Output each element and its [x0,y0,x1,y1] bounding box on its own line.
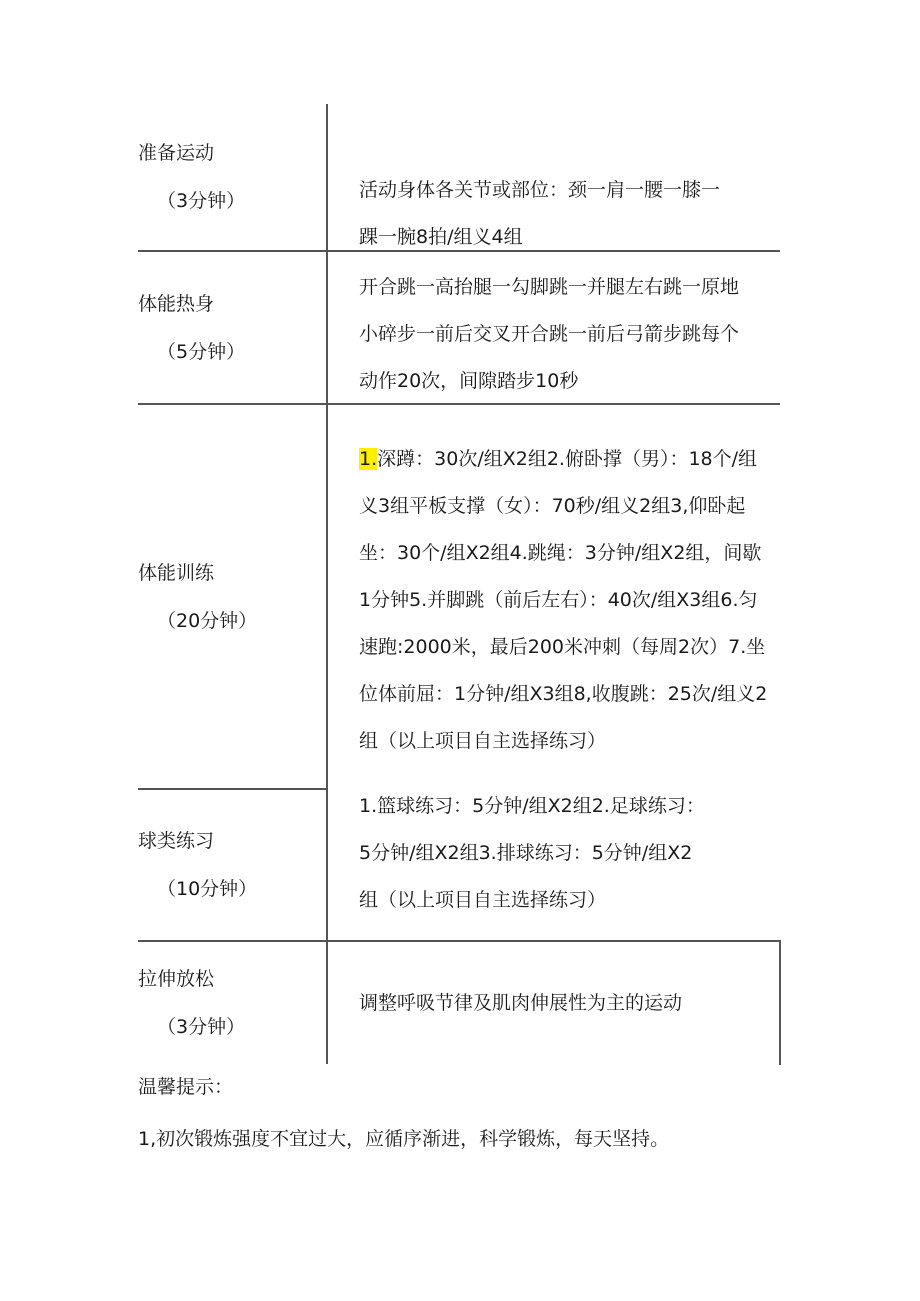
row-1-content [359,167,779,261]
row-5-duration: （3分钟） [157,1016,246,1038]
row-2-content-line: 开合跳一高抬腿一勾脚跳一并腿左右跳一原地 [359,276,740,298]
row-3-content-line: 位体前屈：1分钟/组X3组8,收腹跳：25次/组义2 [359,683,768,705]
row-1-content-line: 踝一腕8拍/组义4组 [359,226,523,248]
row-3-content-line: 组（以上项目自主选择练习） [359,730,607,752]
row-3-duration: （20分钟） [157,610,258,632]
row-3-name: 体能训练 [138,562,215,584]
row-2-duration: （5分钟） [157,341,246,363]
row-5-content [359,980,779,1027]
row-5-name: 拉伸放松 [138,968,215,990]
row-3-content-line: 义3组平板支撑（女）：70秒/组义2组3,仰卧起 [359,495,746,517]
row-4-content [359,783,779,924]
row-3-content-line: 1分钟5.并脚跳（前后左右）：40次/组X3组6.匀 [359,589,758,611]
row-3-content [359,436,779,765]
row-3-content-line: 坐：30个/组X2组4.跳绳：3分钟/组X2组，间歇 [359,542,762,564]
row-2-content-line: 动作20次，间隙踏步10秒 [359,370,579,392]
column-divider [326,104,328,1064]
tips-item: 1,初次锻炼强度不宜过大，应循序渐进，科学锻炼，每天坚持。 [138,1128,670,1150]
row-1-name: 准备运动 [138,142,215,164]
right-border [779,940,781,1065]
row-5-content-line: 调整呼吸节律及肌肉伸展性为主的运动 [359,992,683,1014]
row-3-first-line-text: 深蹲：30次/组X2组2.俯卧撑（男）：18个/组 [377,448,758,470]
row-1-content-line: 活动身体各关节或部位：颈一肩一腰一膝一 [359,179,721,201]
tips-title: 温馨提示： [138,1076,234,1098]
row-4-content-line: 1.篮球练习：5分钟/组X2组2.足球练习： [359,795,705,817]
row-3-content-line: 速跑:2000米，最后200米冲刺（每周2次）7.坐 [359,636,766,658]
row-2-content-line: 小碎步一前后交叉开合跳一前后弓箭步跳每个 [359,323,740,345]
highlight-mark: 1. [359,448,378,470]
row-4-duration: （10分钟） [157,878,258,900]
row-4-name: 球类练习 [138,830,215,852]
row-3-content-line [359,436,779,483]
row-divider-3-left [138,788,327,790]
row-2-name: 体能热身 [138,293,215,315]
row-2-content [359,264,779,405]
row-4-content-line: 组（以上项目自主选择练习） [359,889,607,911]
row-divider-4 [138,940,780,942]
row-1-duration: （3分钟） [157,190,246,212]
row-4-content-line: 5分钟/组X2组3.排球练习：5分钟/组X2 [359,842,693,864]
